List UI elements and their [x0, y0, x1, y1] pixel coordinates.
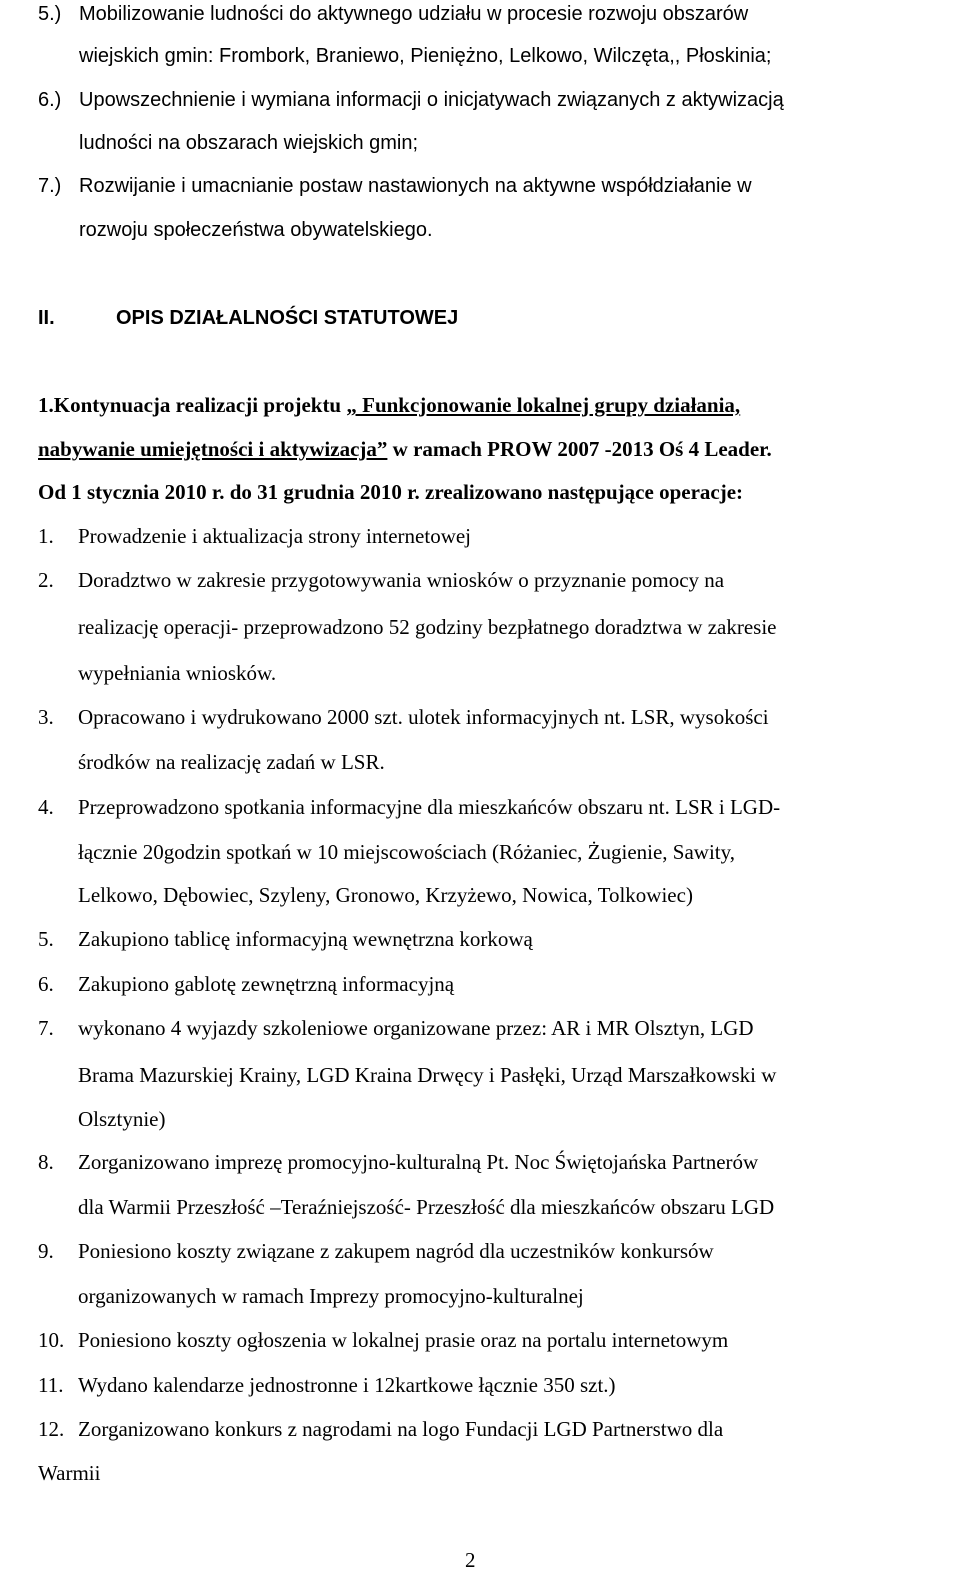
intro-line-2 — [38, 439, 772, 460]
intro-line-1 — [38, 395, 740, 416]
item-text: Poniesiono koszty związane z zakupem nagród dla uczestników konkursów — [78, 1239, 714, 1263]
item-num: 10. — [38, 1328, 65, 1352]
intro-text: 1.Kontynuacja realizacji projektu — [38, 393, 347, 417]
item-text: Brama Mazurskiej Krainy, LGD Kraina Drwęcy i Pasłęki, Urząd Marszałkowski w — [78, 1063, 777, 1087]
item-num: 9. — [38, 1239, 54, 1263]
item-text: Warmii — [38, 1461, 101, 1485]
item-text: Lelkowo, Dębowiec, Szyleny, Gronowo, Krzyżewo, Nowica, Tolkowiec) — [78, 883, 693, 907]
item-text: Prowadzenie i aktualizacja strony internetowej — [78, 524, 472, 548]
list-item-text: ludności na obszarach wiejskich gmin; — [79, 132, 419, 154]
item-text: Zakupiono tablicę informacyjną wewnętrzna korkową — [78, 927, 533, 951]
list-item-text: rozwoju społeczeństwa obywatelskiego. — [79, 219, 433, 241]
item-num: 8. — [38, 1150, 54, 1174]
item-text: wykonano 4 wyjazdy szkoleniowe organizowane przez: AR i MR Olsztyn, LGD — [78, 1016, 754, 1040]
item-text: Zorganizowano konkurs z nagrodami na logo Fundacji LGD Partnerstwo dla — [78, 1417, 724, 1441]
item-num: 12. — [38, 1417, 65, 1441]
item-text: łącznie 20godzin spotkań w 10 miejscowościach (Różaniec, Żugienie, Sawity, — [78, 840, 736, 864]
item-text: organizowanych w ramach Imprezy promocyjno-kulturalnej — [78, 1284, 584, 1308]
item-text: Wydano kalendarze jednostronne i 12kartkowe łącznie 350 szt.) — [78, 1373, 616, 1397]
list-item-num: 5.) — [38, 3, 62, 25]
item-num: 3. — [38, 705, 54, 729]
list-item-num: 7.) — [38, 175, 62, 197]
item-text: Zorganizowano imprezę promocyjno-kulturalną Pt. Noc Świętojańska Partnerów — [78, 1150, 759, 1174]
item-num: 4. — [38, 795, 54, 819]
item-text: realizację operacji- przeprowadzono 52 godziny bezpłatnego doradztwa w zakresie — [78, 615, 777, 639]
intro-text: w ramach PROW 2007 -2013 Oś 4 Leader. — [387, 437, 772, 461]
item-num: 6. — [38, 972, 54, 996]
item-num: 7. — [38, 1016, 54, 1040]
section-title: OPIS DZIAŁALNOŚCI STATUTOWEJ — [116, 307, 459, 329]
item-num: 1. — [38, 524, 54, 548]
list-item-text: Upowszechnienie i wymiana informacji o inicjatywach związanych z aktywizacją — [79, 89, 784, 111]
item-text: Doradztwo w zakresie przygotowywania wniosków o przyznanie pomocy na — [78, 568, 725, 592]
item-text: Olsztynie) — [78, 1107, 166, 1131]
list-item-text: wiejskich gmin: Frombork, Braniewo, Pieniężno, Lelkowo, Wilczęta,, Płoskinia; — [79, 45, 772, 67]
item-text: środków na realizację zadań w LSR. — [78, 750, 385, 774]
list-item-text: Rozwijanie i umacnianie postaw nastawionych na aktywne współdziałanie w — [79, 175, 752, 197]
item-num: 5. — [38, 927, 54, 951]
project-title: nabywanie umiejętności i aktywizacja” — [38, 437, 388, 461]
page-number: 2 — [465, 1548, 476, 1572]
list-item-num: 6.) — [38, 89, 62, 111]
list-item-text: Mobilizowanie ludności do aktywnego udziału w procesie rozwoju obszarów — [79, 3, 749, 25]
section-number: II. — [38, 307, 55, 329]
item-text: dla Warmii Przeszłość –Teraźniejszość- Przeszłość dla mieszkańców obszaru LGD — [78, 1195, 775, 1219]
intro-line-3: Od 1 stycznia 2010 r. do 31 grudnia 2010 r. zrealizowano następujące operacje: — [38, 480, 744, 504]
item-text: wypełniania wniosków. — [78, 661, 277, 685]
project-title: „ Funkcjonowanie lokalnej grupy działania, — [346, 393, 741, 417]
item-text: Poniesiono koszty ogłoszenia w lokalnej prasie oraz na portalu internetowym — [78, 1328, 729, 1352]
item-num: 2. — [38, 568, 54, 592]
item-text: Przeprowadzono spotkania informacyjne dla mieszkańców obszaru nt. LSR i LGD- — [78, 795, 781, 819]
item-text: Opracowano i wydrukowano 2000 szt. ulotek informacyjnych nt. LSR, wysokości — [78, 705, 769, 729]
item-text: Zakupiono gablotę zewnętrzną informacyjną — [78, 972, 455, 996]
item-num: 11. — [38, 1373, 64, 1397]
